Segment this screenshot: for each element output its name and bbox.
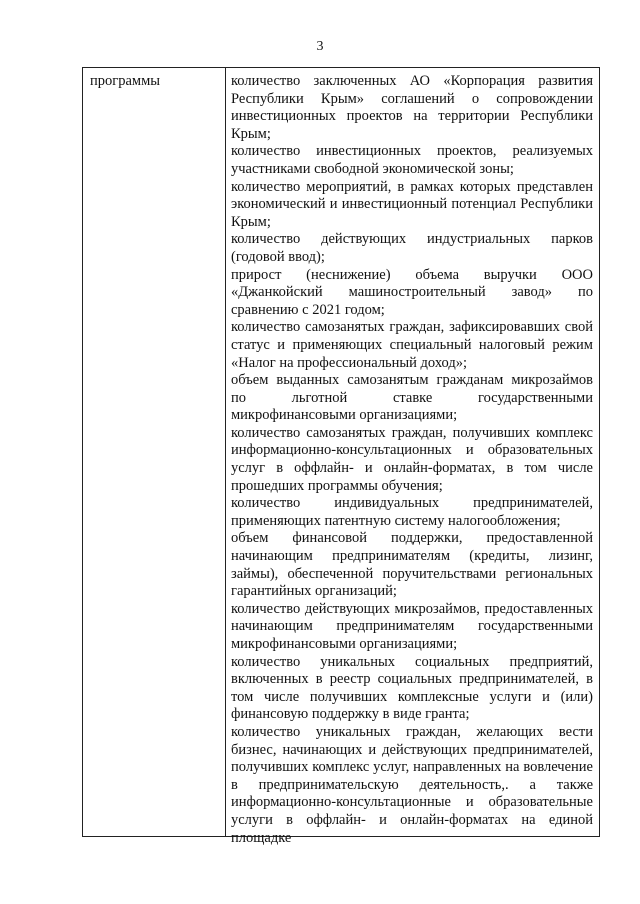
indicator-item: объем финансовой поддержки, предоставленной начинающим предпринимателям (кредиты, лизинг, займы), обеспеченной поручительствами региональных гарантийных организаций; [231,530,593,600]
indicator-item: количество мероприятий, в рамках которых представлен экономический и инвестиционный потенциал Республики Крым; [231,178,593,230]
page-number: 3 [316,39,324,54]
table-right-cell [226,68,599,846]
indicator-item: объем выданных самозанятым гражданам микрозаймов по льготной ставке государственными микрофинансовыми организациями; [231,372,593,424]
indicator-item: количество инвестиционных проектов, реализуемых участниками свободной экономической зоны; [231,143,593,177]
indicator-item: количество действующих индустриальных парков (годовой ввод); [231,231,593,265]
indicator-item: количество уникальных граждан, желающих вести бизнес, начинающих и действующих предпринимателей, получивших комплекс услуг, направленных на вовлечение в предпринимательскую деятельность,. а также информационно-консультационные и образовательные услуги в оффлайн- и онлайн-форматах на единой площадке [231,723,593,846]
indicator-item: прирост (неснижение) объема выручки ООО «Джанкойский машиностроительный завод» по сравнению с 2021 годом; [231,266,593,318]
indicator-item: количество действующих микрозаймов, предоставленных начинающим предпринимателям государственными микрофинансовыми организациями; [231,600,593,652]
left-cell-label: программы [90,73,160,89]
indicator-item: количество индивидуальных предпринимателей, применяющих патентную систему налогообложения; [231,495,593,529]
document-table [82,67,600,846]
table-left-cell [83,68,226,836]
indicator-item: количество уникальных социальных предприятий, включенных в реестр социальных предпринимателей, в том числе получивших комплексные услуги и (или) финансовую поддержку в виде гранта; [231,653,593,723]
indicator-item: количество самозанятых граждан, зафиксировавших свой статус и применяющих специальный налоговый режим «Налог на профессиональный доход»; [231,319,593,371]
indicator-item: количество самозанятых граждан, получивших комплекс информационно-консультационных и образовательных услуг в оффлайн- и онлайн-форматах, в том числе прошедших программы обучения; [231,424,593,494]
indicator-item: количество заключенных АО «Корпорация развития Республики Крым» соглашений о сопровождении инвестиционных проектов на территории Республики Крым; [231,73,593,142]
